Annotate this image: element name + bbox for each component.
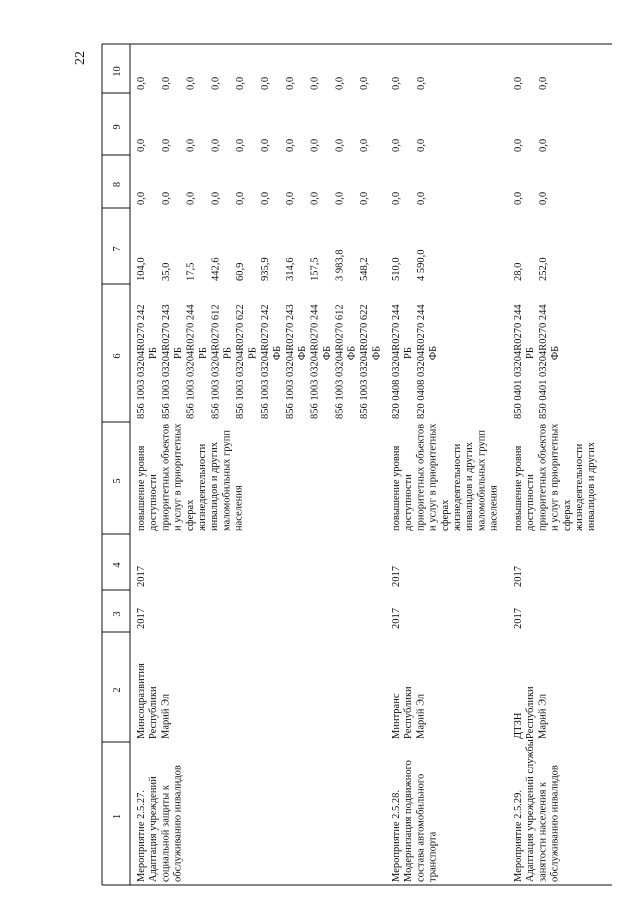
column-header-5: 5 [112,478,123,484]
amount-2019: 0,0 [260,138,271,152]
amount-2019: 0,0 [513,138,524,152]
row-1-activity: Мероприятие 2.5.27. [136,789,147,882]
amount-2018: 0,0 [235,191,247,205]
amount-2019: 0,0 [415,138,427,152]
row-2-activity: состава автомобильного [415,773,427,882]
amount-2020: 0,0 [284,76,296,90]
budget-code: 856 1003 03204R0270 242 [136,304,147,419]
fund-source: РБ [403,347,415,359]
amount-2018: 0,0 [160,191,172,205]
fund-source: РБ [222,347,234,359]
page-number: 22 [73,51,88,65]
amount-2019: 0,0 [537,138,549,152]
budget-code: 856 1003 03204R0270 243 [284,304,296,419]
amount-2018: 0,0 [210,191,222,205]
row-3-activity: Адаптация учреждений службы [525,739,537,882]
budget-code: 856 1003 03204R0270 612 [210,304,222,419]
fund-source: ФБ [371,345,383,361]
budget-code: 856 1003 03204R0270 242 [260,304,271,419]
row-2-activity: Мероприятие 2.5.28. [391,789,402,882]
row-3-activity: обслуживанию инвалидов [549,765,561,882]
amount-2020: 0,0 [136,76,147,90]
row-2-activity: Модернизация подвижного [403,760,415,882]
fund-source: РБ [197,347,209,359]
amount-2018: 0,0 [136,191,147,205]
amount-2018: 0,0 [415,191,427,205]
row-3-end-year: 2017 [513,566,524,587]
budget-code: 820 0408 03204R0270 244 [391,304,402,419]
amount-2019: 0,0 [185,138,197,152]
row-2-result: населения [488,485,500,531]
amount-2020: 0,0 [210,76,222,90]
row-1-result: повышение уровня [136,445,147,531]
amount-2017: 35,0 [160,262,172,281]
row-2-activity: транспорта [427,831,439,882]
row-1-result: приоритетных объектов [160,423,172,531]
amount-2020: 0,0 [391,76,402,90]
row-3-result: сферах [561,499,573,531]
row-3-start-year: 2017 [513,608,524,629]
row-3-executor: Республики [525,686,537,739]
fund-source: ФБ [321,345,333,361]
budget-code: 856 1003 03204R0270 622 [235,304,247,419]
amount-2017: 3 983,8 [334,249,346,281]
row-1-executor: Минсоцразвития [136,663,147,739]
row-1-activity: обслуживанию инвалидов [172,765,184,882]
amount-2019: 0,0 [136,138,147,152]
row-1-end-year: 2017 [136,566,147,587]
amount-2017: 157,5 [309,257,321,281]
column-header-3: 3 [112,611,123,617]
amount-2017: 28,0 [513,262,524,281]
amount-2017: 4 590,0 [415,249,427,281]
row-1-executor: Республики [148,686,160,739]
column-header-2: 2 [112,687,123,693]
amount-2019: 0,0 [284,138,296,152]
amount-2017: 252,0 [537,257,549,281]
amount-2017: 510,0 [391,257,402,281]
budget-code: 850 0401 03204R0270 244 [513,304,524,419]
amount-2020: 0,0 [309,76,321,90]
row-1-result: доступности [148,474,160,531]
row-2-result: инвалидов и других [464,442,476,531]
amount-2017: 60,9 [235,262,247,281]
amount-2018: 0,0 [513,191,524,205]
column-header-6: 6 [112,353,123,359]
amount-2020: 0,0 [235,76,247,90]
budget-code: 820 0408 03204R0270 244 [415,304,427,419]
amount-2017: 935,9 [260,257,271,281]
amount-2017: 442,6 [210,257,222,281]
row-3-result: доступности [525,474,537,531]
row-3-result: приоритетных объектов [537,423,549,531]
fund-source: ФБ [346,345,358,361]
amount-2018: 0,0 [185,191,197,205]
amount-2019: 0,0 [210,138,222,152]
row-3-result: инвалидов и других [586,442,598,531]
amount-2017: 548,2 [359,257,371,281]
row-2-result: сферах [439,499,451,531]
row-3-executor: Марий Эл [537,693,549,739]
amount-2020: 0,0 [260,76,271,90]
budget-code: 850 0401 03204R0270 244 [537,304,549,419]
row-3-result: повышение уровня [513,445,524,531]
row-2-result: жизнедеятельности [452,443,463,531]
row-1-activity: социальной защиты к [160,785,172,882]
fund-source: РБ [525,347,537,359]
row-3-activity: занятости населения к [537,781,549,882]
amount-2019: 0,0 [391,138,402,152]
column-header-4: 4 [112,562,123,568]
row-1-result: и услуг в приоритетных [172,423,184,531]
fund-source: ФБ [297,345,308,361]
row-3-result: и услуг в приоритетных [549,423,561,531]
amount-2019: 0,0 [160,138,172,152]
fund-source: ФБ [550,345,561,361]
column-header-10: 10 [112,66,123,77]
row-2-executor: Республики [403,686,415,739]
fund-source: РБ [173,347,184,359]
row-2-executor: Минтранс [391,693,402,739]
budget-code: 856 1003 03204R0270 244 [185,304,197,419]
row-1-start-year: 2017 [136,608,147,629]
column-header-9: 9 [112,124,123,130]
amount-2018: 0,0 [260,191,271,205]
amount-2019: 0,0 [235,138,247,152]
fund-source: ФБ [428,345,439,361]
budget-code: 856 1003 03204R0270 622 [359,304,371,419]
budget-code: 856 1003 03204R0270 243 [160,304,172,419]
column-header-8: 8 [112,181,123,188]
row-1-result: инвалидов и других [209,442,221,531]
row-2-result: повышение уровня [391,445,402,531]
amount-2018: 0,0 [309,191,321,205]
amount-2018: 0,0 [284,191,296,205]
row-2-start-year: 2017 [391,608,402,629]
row-1-executor: Марий Эл [160,693,172,739]
amount-2017: 314,6 [284,257,296,281]
row-3-result: жизнедеятельности [574,443,585,531]
row-2-result: приоритетных объектов [415,423,427,531]
amount-2020: 0,0 [334,76,346,90]
row-1-result: населения [233,485,245,531]
amount-2020: 0,0 [359,76,371,90]
amount-2018: 0,0 [537,191,549,205]
amount-2019: 0,0 [309,138,321,152]
budget-code: 856 1003 03204R0270 612 [334,304,346,419]
row-3-activity: Мероприятие 2.5.29. [513,789,524,882]
row-1-activity: Адаптация учреждений [148,776,160,882]
fund-source: РБ [247,347,259,359]
row-1-result: маломобильных групп [221,430,233,531]
fund-source: РБ [148,347,160,359]
amount-2020: 0,0 [537,76,549,90]
amount-2019: 0,0 [359,138,371,152]
amount-2017: 104,0 [136,257,147,281]
row-1-result: сферах [184,499,196,531]
amount-2018: 0,0 [391,191,402,205]
amount-2020: 0,0 [185,76,197,90]
row-2-executor: Марий Эл [415,693,427,739]
row-1-result: жизнедеятельности [197,443,208,531]
row-2-result: и услуг в приоритетных [427,423,439,531]
amount-2020: 0,0 [513,76,524,90]
amount-2018: 0,0 [359,191,371,205]
amount-2020: 0,0 [415,76,427,90]
amount-2017: 17,5 [185,262,197,281]
budget-code: 856 1003 03204R0270 244 [309,304,321,419]
amount-2020: 0,0 [160,76,172,90]
row-3-executor: ДТЗН [513,712,524,739]
column-header-7: 7 [112,246,123,252]
row-2-end-year: 2017 [391,566,402,587]
row-2-result: доступности [403,474,415,531]
amount-2018: 0,0 [334,191,346,205]
column-header-1: 1 [112,813,123,820]
row-2-result: маломобильных групп [476,430,488,531]
fund-source: ФБ [272,345,284,361]
amount-2019: 0,0 [334,138,346,152]
